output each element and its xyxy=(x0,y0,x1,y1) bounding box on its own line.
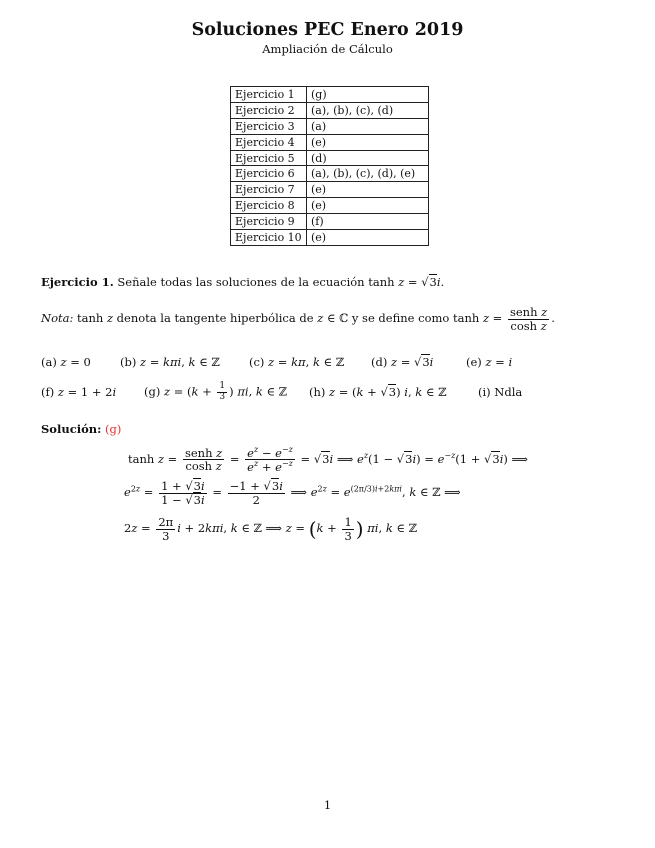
answers-table xyxy=(230,86,429,246)
solution-label: Solución: xyxy=(41,422,102,436)
answer-cell: (a), (b), (c), (d), (e) xyxy=(307,166,429,182)
answer-cell: (e) xyxy=(307,198,429,214)
table-row xyxy=(231,166,429,182)
exercise-cell: Ejercicio 1 xyxy=(231,87,307,103)
option-e: (e) z = i xyxy=(466,355,513,369)
nota-label: Nota: xyxy=(41,311,74,326)
option-b: (b) z = kπi, k ∈ ℤ xyxy=(120,355,220,369)
option-a: (a) z = 0 xyxy=(41,355,91,369)
table-row xyxy=(231,102,429,118)
exercise-statement: Ejercicio 1. Señale todas las soluciones de la ecuación tanh z = √3i. xyxy=(41,275,445,289)
option-c: (c) z = kπ, k ∈ ℤ xyxy=(249,355,345,369)
option-i: (i) Ndla xyxy=(478,385,523,399)
option-f: (f) z = 1 + 2i xyxy=(41,385,117,399)
solution-line-1: tanh z = $\frac{\text{senh z}}{\text{cosh z}}$ = $\frac{e^z - e^{-z}}{e^z + e^{-z}}$ = √3i ⟹ $e^z(1 - √3i) = e^{-z}(1 + √3i)$ ⟹ xyxy=(128,445,529,475)
table-row xyxy=(231,182,429,198)
exercise-label: Ejercicio 1. xyxy=(41,275,114,289)
exercise-text: Señale todas las soluciones de la ecuación xyxy=(117,275,365,289)
exercise-cell: Ejercicio 4 xyxy=(231,134,307,150)
exercise-cell: Ejercicio 6 xyxy=(231,166,307,182)
table-row xyxy=(231,87,429,103)
answer-cell: (a), (b), (c), (d) xyxy=(307,102,429,118)
solution-heading xyxy=(41,422,121,436)
table-row xyxy=(231,150,429,166)
nota-text-b: y se define como xyxy=(351,311,450,326)
table-row xyxy=(231,118,429,134)
answer-cell: (g) xyxy=(307,87,429,103)
page-number: 1 xyxy=(323,798,332,812)
page-title: Soluciones PEC Enero 2019 xyxy=(191,20,464,40)
answer-cell: (e) xyxy=(307,182,429,198)
solution-line-2: $e^{2z}$ = $\frac{1 + √3i}{1 - √3i}$ = $\frac{-1 + √3i}{2}$ ⟹ $e^{2z} = e^{(2\pi/3)i+2k\pi i}$, k ∈ ℤ ⟹ xyxy=(124,479,461,507)
table-row xyxy=(231,214,429,230)
answer-cell: (a) xyxy=(307,118,429,134)
exercise-cell: Ejercicio 3 xyxy=(231,118,307,134)
solution-answer: (g) xyxy=(105,422,122,436)
option-g: (g) z = (k + $\frac{1}{3}$ ) πi, k ∈ ℤ xyxy=(144,381,288,402)
nota-paragraph: Nota: tanh z denota la tangente hiperbólica de z ∈ ℂ y se define como tanh z = $\frac{\text{senh z}}{\text{cosh z}}$ . xyxy=(41,305,555,333)
solution-line-3: 2z = $\frac{2\pi}{3}$ i + 2kπi, k ∈ ℤ ⟹ z = (k + $\frac{1}{3}$ ) πi, k ∈ ℤ xyxy=(124,515,417,543)
answer-cell: (d) xyxy=(307,150,429,166)
page-subtitle: Ampliación de Cálculo xyxy=(262,42,393,56)
exercise-cell: Ejercicio 8 xyxy=(231,198,307,214)
table-row xyxy=(231,198,429,214)
option-d: (d) z = √3i xyxy=(371,355,434,369)
exercise-cell: Ejercicio 2 xyxy=(231,102,307,118)
table-row xyxy=(231,134,429,150)
answer-cell: (f) xyxy=(307,214,429,230)
exercise-cell: Ejercicio 10 xyxy=(231,230,307,246)
exercise-cell: Ejercicio 9 xyxy=(231,214,307,230)
answer-cell: (e) xyxy=(307,134,429,150)
answer-cell: (e) xyxy=(307,230,429,246)
option-h: (h) z = (k + √3) i, k ∈ ℤ xyxy=(309,385,447,399)
table-row xyxy=(231,230,429,246)
exercise-cell: Ejercicio 5 xyxy=(231,150,307,166)
exercise-cell: Ejercicio 7 xyxy=(231,182,307,198)
nota-text-a: denota la tangente hiperbólica de xyxy=(116,311,314,326)
